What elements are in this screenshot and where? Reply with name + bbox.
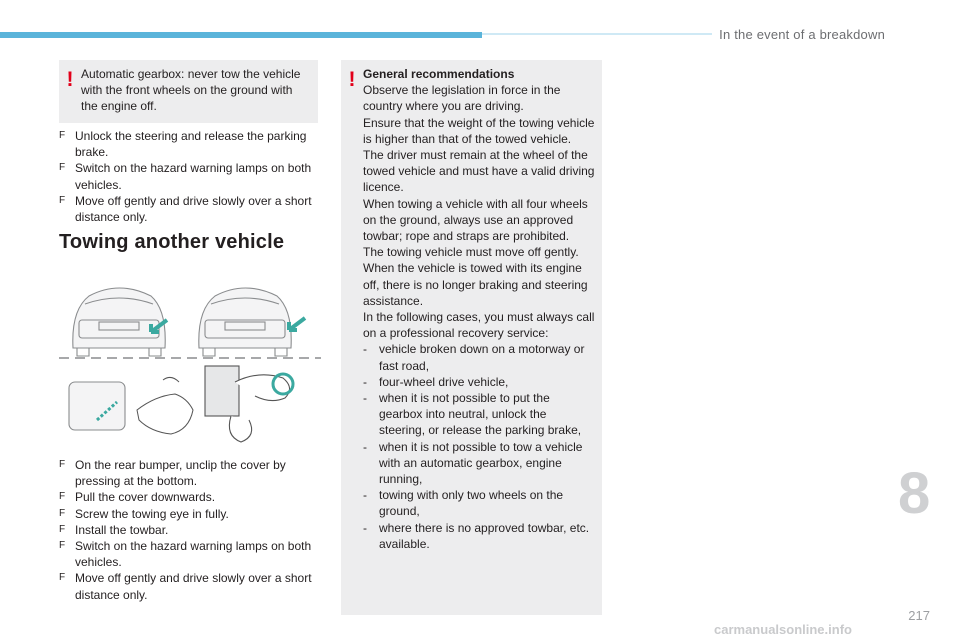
dash-marker: -	[363, 391, 367, 406]
steps-list-before	[59, 128, 321, 225]
step-text: Switch on the hazard warning lamps on both vehicles.	[75, 539, 312, 570]
bullet-icon: F	[59, 491, 66, 503]
recovery-case-item	[363, 520, 595, 552]
general-paragraph: Observe the legislation in force in the country where you are driving.	[363, 83, 561, 114]
dash-marker: -	[363, 488, 367, 503]
warning-exclamation-icon: !	[348, 68, 356, 91]
step-item	[59, 128, 321, 160]
step-text: Screw the towing eye in fully.	[75, 506, 229, 521]
recovery-case-text: where there is no approved towbar, etc. available.	[379, 520, 590, 551]
towing-illustration	[59, 270, 321, 446]
general-recommendations-title: General recommendations	[363, 67, 515, 81]
step-item	[59, 506, 321, 522]
arrow-icon	[289, 318, 305, 330]
general-recommendations-box	[341, 60, 602, 615]
dash-marker: -	[363, 439, 367, 454]
warning-exclamation-icon: !	[66, 68, 74, 91]
recovery-case-text: four-wheel drive vehicle,	[379, 374, 509, 389]
car-rear-illustration-2	[199, 288, 291, 356]
step-text: Install the towbar.	[75, 522, 169, 537]
step-text: Unlock the steering and release the parking brake.	[75, 129, 307, 160]
step-item	[59, 489, 321, 505]
general-paragraph: In the following cases, you must always call on a professional recovery service:	[363, 310, 595, 341]
bullet-icon: F	[59, 162, 66, 174]
step-text: Pull the cover downwards.	[75, 490, 216, 505]
dash-marker: -	[363, 342, 367, 357]
general-paragraph: When the vehicle is towed with its engine off, there is no longer braking and steering assistance.	[363, 261, 588, 308]
recovery-case-item	[363, 390, 595, 439]
recovery-case-item	[363, 439, 595, 488]
top-accent-line	[482, 33, 712, 35]
general-paragraph: The towing vehicle must move off gently.	[363, 245, 579, 260]
hand-illustration	[137, 377, 193, 434]
section-title: In the event of a breakdown	[719, 27, 885, 42]
recovery-case-item	[363, 487, 595, 519]
step-item	[59, 193, 321, 225]
chapter-number: 8	[898, 461, 931, 526]
bullet-icon: F	[59, 130, 66, 141]
bumper-cover-illustration	[69, 382, 125, 430]
towing-eye-illustration	[205, 366, 293, 442]
step-text: Move off gently and drive slowly over a short distance only.	[75, 193, 312, 225]
recovery-case-text: vehicle broken down on a motorway or fast road,	[379, 342, 585, 373]
recovery-case-text: when it is not possible to put the gearbox into neutral, unlock the steering, or release the parking brake,	[379, 391, 582, 438]
recovery-case-item	[363, 374, 595, 390]
bullet-icon: F	[59, 572, 66, 584]
step-item	[59, 457, 321, 489]
bullet-icon: F	[59, 523, 66, 535]
recovery-case-item	[363, 341, 595, 373]
warning-box-gearbox	[59, 60, 318, 123]
dash-marker: -	[363, 374, 367, 389]
bullet-icon: F	[59, 194, 66, 206]
bullet-icon: F	[59, 459, 66, 470]
general-paragraph: The driver must remain at the wheel of the towed vehicle and must have a valid driving licence.	[363, 148, 595, 195]
watermark: carmanualsonline.info	[714, 622, 852, 637]
top-accent-bar	[0, 32, 482, 38]
bullet-icon: F	[59, 540, 66, 552]
step-text: Move off gently and drive slowly over a short distance only.	[75, 571, 312, 602]
car-rear-illustration	[73, 288, 165, 356]
step-item	[59, 522, 321, 538]
page-heading: Towing another vehicle	[59, 231, 285, 253]
recovery-case-text: towing with only two wheels on the ground,	[379, 488, 564, 519]
steps-list-after	[59, 457, 321, 603]
general-paragraph: Ensure that the weight of the towing vehicle is higher than that of the towed vehicle.	[363, 115, 595, 146]
general-recommendations-text	[363, 66, 595, 552]
warning-text: Automatic gearbox: never tow the vehicle with the front wheels on the ground with the engine off.	[81, 67, 301, 114]
step-text: Switch on the hazard warning lamps on both vehicles.	[75, 161, 312, 192]
towing-illustration-svg	[59, 270, 321, 446]
step-item	[59, 160, 321, 192]
general-paragraph: When towing a vehicle with all four wheels on the ground, always use an approved towbar; rope and straps are prohibited.	[363, 196, 588, 244]
step-item	[59, 538, 321, 570]
dash-marker: -	[363, 520, 367, 535]
recovery-case-text: when it is not possible to tow a vehicle with an automatic gearbox, engine running,	[379, 439, 583, 487]
bullet-icon: F	[59, 507, 66, 519]
page-number: 217	[908, 608, 930, 623]
step-item	[59, 570, 321, 602]
step-text: On the rear bumper, unclip the cover by pressing at the bottom.	[75, 458, 286, 489]
